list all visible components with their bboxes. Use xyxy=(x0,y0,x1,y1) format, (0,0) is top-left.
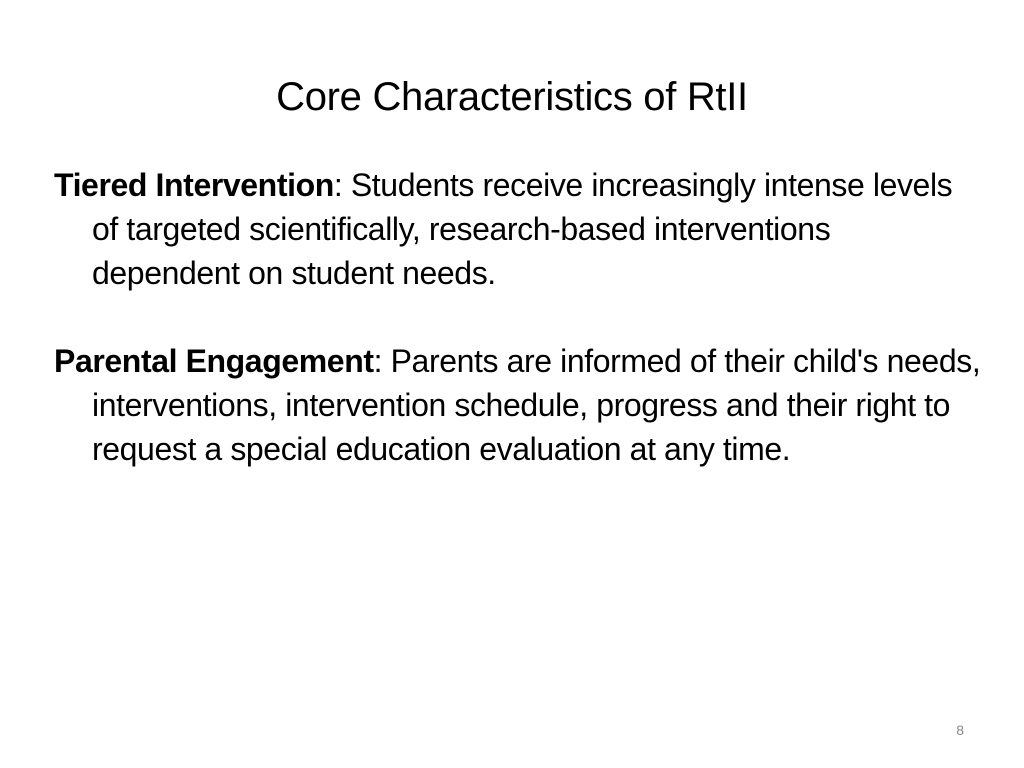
slide-title: Core Characteristics of RtII xyxy=(276,75,748,119)
paragraph-text-tiered-intervention: Students receive increasingly intense levels of targeted scientifically, research-based interventions dependent on student needs. xyxy=(92,167,953,291)
page-number: 8 xyxy=(956,722,964,738)
term-separator: : xyxy=(333,167,343,203)
paragraph-text-parental-engagement: Parents are informed of their child's needs, interventions, intervention schedule, progress and their right to request a special education evaluation at any time. xyxy=(92,343,981,467)
term-parental-engagement: Parental Engagement xyxy=(54,343,374,379)
paragraph-parental-engagement xyxy=(54,339,984,471)
term-separator: : xyxy=(373,343,383,379)
slide-content xyxy=(54,163,984,515)
term-tiered-intervention: Tiered Intervention xyxy=(54,167,334,203)
paragraph-tiered-intervention xyxy=(54,163,984,295)
